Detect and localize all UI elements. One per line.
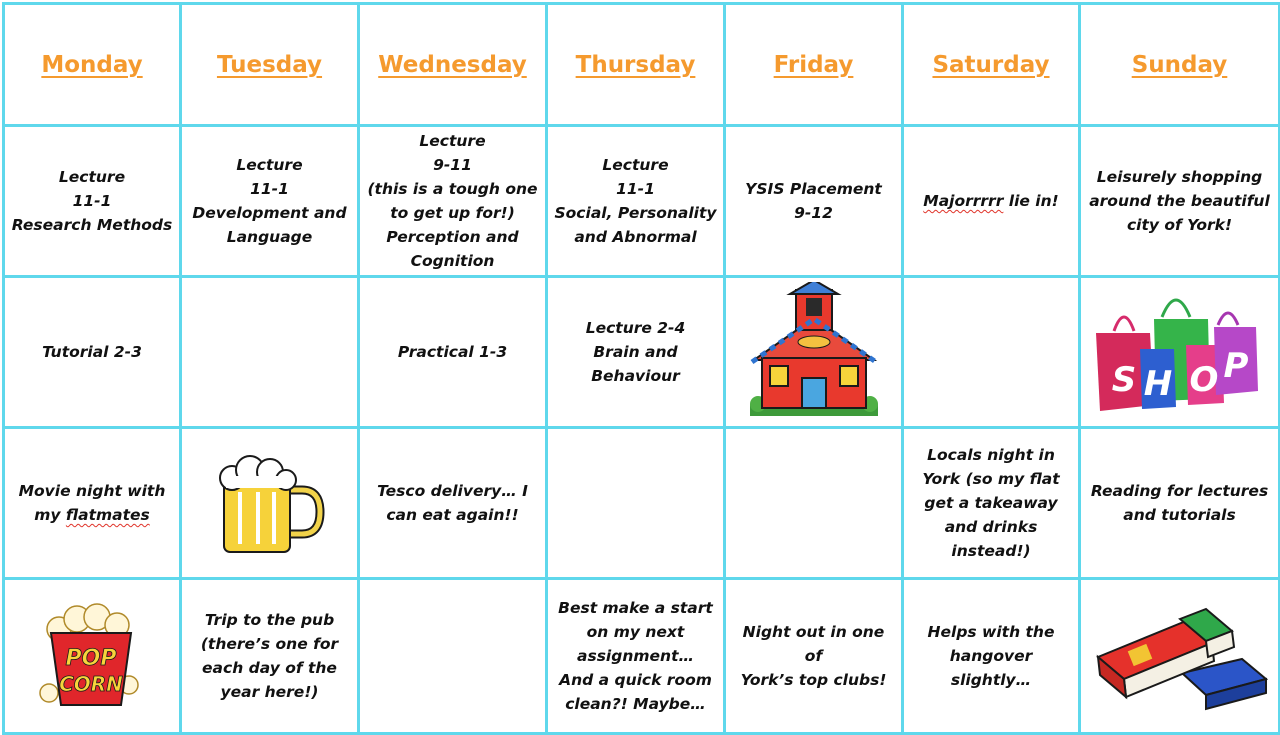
cell-line: And a quick room	[559, 671, 712, 689]
bag-letter: H	[1143, 364, 1172, 404]
day-header-tuesday: Tuesday	[181, 4, 359, 126]
cell-line: York (so my flat	[922, 470, 1060, 488]
cell-line: clean?! Maybe…	[565, 695, 706, 713]
cell-line: Trip to the pub	[204, 611, 335, 629]
cell-line: YSIS Placement	[745, 180, 882, 198]
shopping-bags-icon	[1090, 287, 1270, 417]
cell-line: get a takeaway	[924, 494, 1058, 512]
cell-line: Leisurely shopping	[1096, 168, 1263, 186]
cell-line: Helps with the	[927, 623, 1055, 641]
cell-friday-night-out	[725, 579, 903, 734]
cell-sunday-shopping	[1080, 126, 1280, 277]
cell-line: Lecture	[602, 156, 669, 174]
cell-line: hangover slightly…	[949, 647, 1033, 689]
books-stack-icon	[1090, 601, 1270, 711]
bag-letter: P	[1223, 346, 1248, 386]
cell-line: Lecture 2-4	[585, 319, 686, 337]
cell-friday-placement	[725, 126, 903, 277]
cell-line: (this is a tough one	[367, 180, 538, 198]
cell-line: Social, Personality	[554, 204, 717, 222]
cell-line: Lecture	[236, 156, 303, 174]
schedule-row-1	[4, 126, 1280, 277]
cell-line: Best make a start	[558, 599, 713, 617]
cell-monday-image	[4, 579, 181, 734]
cell-monday-movie-night	[4, 428, 181, 579]
schedule-row-4	[4, 579, 1280, 734]
cell-line: Night out in one of	[742, 623, 885, 665]
cell-line	[11, 503, 173, 527]
cell-line: Development and	[192, 204, 347, 222]
bag-letter: O	[1189, 360, 1218, 400]
cell-line: Lecture	[58, 168, 126, 186]
cell-thursday-empty	[547, 428, 725, 579]
cell-line: Reading for lectures	[1090, 482, 1269, 500]
weekly-timetable	[2, 2, 1280, 735]
cell-tuesday-pub	[181, 579, 359, 734]
cell-line: and Abnormal	[574, 228, 697, 246]
cell-line: each day of the	[202, 659, 337, 677]
cell-line: Perception and	[386, 228, 519, 246]
cell-line: 9-11	[433, 156, 472, 174]
cell-line: Lecture	[419, 132, 486, 150]
cell-line: year here!)	[220, 683, 319, 701]
beer-mug-icon	[210, 448, 330, 558]
cell-line: Movie night with	[18, 482, 166, 500]
cell-thursday-lecture	[547, 126, 725, 277]
misspelled-word: Majorrrrr	[923, 192, 1004, 210]
cell-line: Locals night in	[927, 446, 1055, 464]
day-header-monday: Monday	[4, 4, 181, 126]
cell-monday-tutorial	[4, 277, 181, 428]
cell-wednesday-empty	[359, 579, 547, 734]
cell-friday-image	[725, 277, 903, 428]
cell-friday-empty	[725, 428, 903, 579]
cell-line: instead!)	[951, 542, 1031, 560]
day-header-row	[4, 4, 1280, 126]
cell-line: and tutorials	[1123, 506, 1236, 524]
cell-line: around the beautiful	[1089, 192, 1270, 210]
schedule-row-3	[4, 428, 1280, 579]
popcorn-word: CORN	[59, 672, 123, 696]
cell-line: Cognition	[410, 252, 495, 270]
cell-sunday-reading	[1080, 428, 1280, 579]
cell-line: Tesco delivery… I	[377, 482, 528, 500]
cell-saturday-hangover	[903, 579, 1080, 734]
cell-tuesday-image	[181, 428, 359, 579]
cell-line: 9-12	[794, 204, 833, 222]
cell-line: Practical 1-3	[397, 343, 508, 361]
day-header-thursday: Thursday	[547, 4, 725, 126]
cell-text: lie in!	[1003, 192, 1059, 210]
cell-line: Brain and	[593, 343, 678, 361]
day-header-wednesday: Wednesday	[359, 4, 547, 126]
cell-line: on my next	[586, 623, 685, 641]
cell-line: 11-1	[250, 180, 289, 198]
cell-wednesday-tesco	[359, 428, 547, 579]
day-header-sunday: Sunday	[1080, 4, 1280, 126]
day-header-friday: Friday	[725, 4, 903, 126]
misspelled-word: flatmates	[65, 506, 150, 524]
popcorn-box-icon	[37, 601, 147, 711]
cell-line: assignment…	[577, 647, 694, 665]
schedule-row-2	[4, 277, 1280, 428]
cell-line: to get up for!)	[390, 204, 515, 222]
cell-line: and drinks	[944, 518, 1038, 536]
cell-line: city of York!	[1126, 216, 1233, 234]
cell-line: Tutorial 2-3	[42, 343, 142, 361]
cell-text: my	[34, 506, 66, 524]
cell-line: Language	[226, 228, 313, 246]
day-header-saturday: Saturday	[903, 4, 1080, 126]
cell-line: York’s top clubs!	[740, 671, 887, 689]
bag-letter: S	[1111, 360, 1136, 400]
popcorn-word: POP	[65, 646, 117, 671]
cell-sunday-image	[1080, 579, 1280, 734]
school-house-icon	[744, 282, 884, 422]
cell-saturday-empty	[903, 277, 1080, 428]
cell-line: 11-1	[72, 192, 112, 210]
cell-tuesday-empty	[181, 277, 359, 428]
cell-wednesday-lecture	[359, 126, 547, 277]
cell-line: can eat again!!	[386, 506, 519, 524]
cell-tuesday-lecture	[181, 126, 359, 277]
cell-line: Research Methods	[11, 216, 173, 234]
cell-line: (there’s one for	[200, 635, 339, 653]
cell-thursday-assignment	[547, 579, 725, 734]
cell-monday-lecture	[4, 126, 181, 277]
cell-saturday-locals-night	[903, 428, 1080, 579]
cell-saturday-lie-in	[903, 126, 1080, 277]
cell-wednesday-practical	[359, 277, 547, 428]
cell-sunday-image	[1080, 277, 1280, 428]
cell-line: 11-1	[616, 180, 655, 198]
cell-thursday-lecture	[547, 277, 725, 428]
cell-line: Behaviour	[591, 367, 680, 385]
